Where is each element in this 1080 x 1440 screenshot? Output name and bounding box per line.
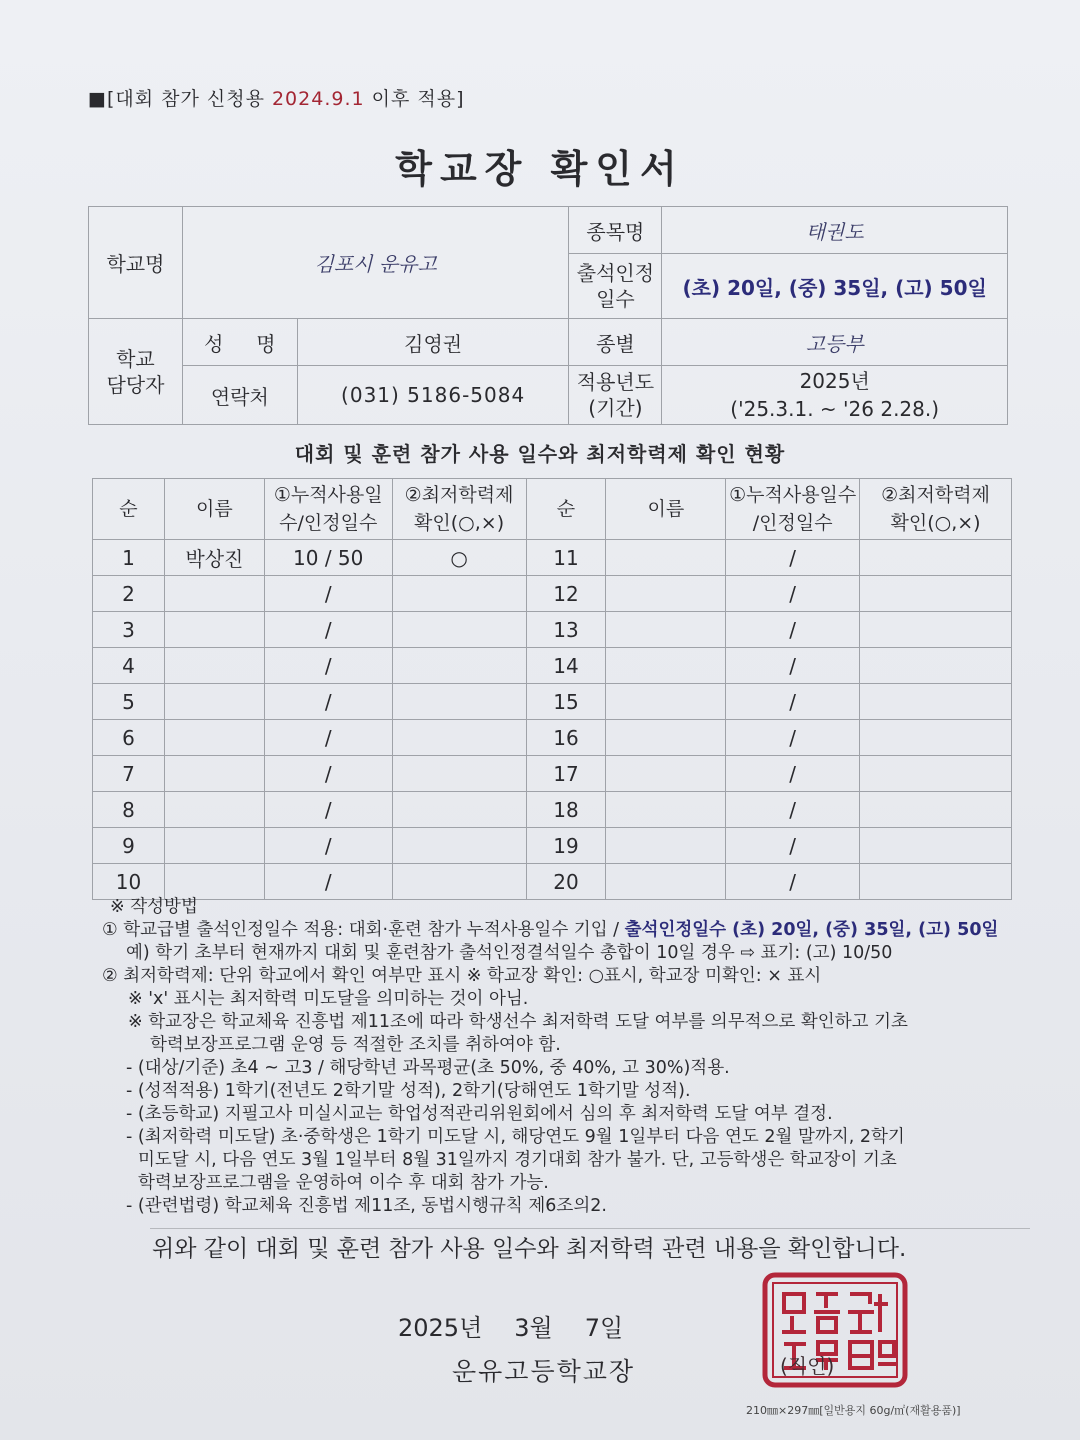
row-name-2 [606,756,726,792]
col-name: 이름 [164,479,264,540]
note-2: ② 최저학력제: 단위 학교에서 확인 여부만 표시 ※ 학교장 확인: ○표시, 학교장 미확인: × 표시 [102,966,822,986]
row-days-2: / [726,684,860,720]
note-2-a: ※ 'x' 표시는 최저학력 미도달을 의미하는 것이 아님. [128,989,529,1009]
name-label: 성 명 [182,319,297,366]
attend-value: (초) 20일, (중) 35일, (고) 50일 [662,254,1008,319]
col-check: ②최저학력제 확인(○,×) [392,479,526,540]
row-no: 10 [93,864,165,900]
instructions [102,896,1042,1218]
row-days-2: / [726,792,860,828]
row-days-2: / [726,720,860,756]
table-row [93,540,1012,576]
row-no-2: 13 [526,612,606,648]
row-name-2 [606,792,726,828]
row-days: / [264,576,392,612]
row-days: / [264,828,392,864]
row-no: 7 [93,756,165,792]
year-label: 적용년도 (기간) [569,366,662,425]
row-days-2: / [726,828,860,864]
row-check [392,648,526,684]
name-value: 김영권 [297,319,569,366]
row-days-2: / [726,648,860,684]
table-row [93,612,1012,648]
row-name-2 [606,864,726,900]
row-check [392,756,526,792]
row-days-2: / [726,864,860,900]
detail-1: - (대상/기준) 초4 ~ 고3 / 해당학년 과목평균(초 50%, 중 40%, 고 30%)적용. [126,1058,730,1078]
note-2-b2: 학력보장프로그램 운영 등 적절한 조치를 취하여야 함. [150,1035,561,1055]
apply-date: 2024.9.1 [271,88,365,110]
table-row [93,792,1012,828]
col-days: ①누적사용일 수/인정일수 [264,479,392,540]
sport-value: 태권도 [662,207,1008,254]
row-no: 5 [93,684,165,720]
date-year: 2025년 [398,1314,483,1342]
issue-date [398,1308,655,1343]
row-name [164,828,264,864]
year-value: 2025년 [799,369,870,393]
row-check [392,792,526,828]
seal-label: (직인) [780,1354,835,1378]
table-header-row [93,479,1012,540]
row-no-2: 17 [526,756,606,792]
note-2-b: ※ 학교장은 학교체육 진흥법 제11조에 따라 학생선수 최저학력 도달 여부를 의무적으로 확인하고 기초 [128,1012,908,1032]
manager-label: 학교 담당자 [89,319,183,425]
row-name [164,864,264,900]
row-check [392,828,526,864]
row-days: / [264,684,392,720]
col-check-2: ②최저학력제 확인(○,×) [860,479,1012,540]
row-name-2 [606,540,726,576]
row-check-2 [860,828,1012,864]
row-check-2 [860,756,1012,792]
row-no-2: 19 [526,828,606,864]
row-name [164,720,264,756]
table-row [93,648,1012,684]
row-no-2: 16 [526,720,606,756]
table-row [93,576,1012,612]
row-days-2: / [726,756,860,792]
principal-name: 운유고등학교장 [452,1357,636,1386]
col-name-2: 이름 [606,479,726,540]
table-row [93,864,1012,900]
section-title: 대회 및 훈련 참가 사용 일수와 최저학력제 확인 현황 [294,442,786,466]
note-1-example: 예) 학기 초부터 현재까지 대회 및 훈련참가 출석인정결석일수 총합이 10일 경우 ⇨ 표기: (고) 10/50 [126,943,893,963]
row-days: / [264,648,392,684]
year-period: ('25.3.1. ~ '26 2.28.) [730,397,940,421]
row-name [164,756,264,792]
row-name [164,792,264,828]
division-value: 고등부 [662,319,1008,366]
row-no-2: 11 [526,540,606,576]
detail-4: - (최저학력 미도달) 초·중학생은 1학기 미도달 시, 해당연도 9월 1일부터 다음 연도 2월 말까지, 2학기 [126,1127,905,1147]
row-check-2 [860,540,1012,576]
row-days: / [264,612,392,648]
attend-label: 출석인정 일수 [569,254,662,319]
participation-table [92,478,1012,900]
row-check-2 [860,684,1012,720]
date-day: 7일 [584,1314,624,1342]
row-no-2: 20 [526,864,606,900]
info-table [88,206,1008,425]
row-name [164,684,264,720]
date-month: 3월 [514,1314,553,1342]
row-no: 9 [93,828,165,864]
document-title: 학교장 확인서 [395,147,685,191]
row-no: 8 [93,792,165,828]
row-check-2 [860,720,1012,756]
row-name-2 [606,720,726,756]
row-check-2 [860,576,1012,612]
row-days-2: / [726,540,860,576]
row-check-2 [860,648,1012,684]
row-no-2: 15 [526,684,606,720]
row-name-2 [606,648,726,684]
row-name [164,612,264,648]
row-check: ○ [392,540,526,576]
row-check [392,684,526,720]
row-name-2 [606,828,726,864]
row-check [392,864,526,900]
contact-value: (031) 5186-5084 [297,366,569,425]
row-check-2 [860,612,1012,648]
row-no-2: 18 [526,792,606,828]
row-name-2 [606,576,726,612]
row-no-2: 12 [526,576,606,612]
row-no-2: 14 [526,648,606,684]
detail-4b: 미도달 시, 다음 연도 3월 1일부터 8월 31일까지 경기대회 참가 불가. 단, 고등학생은 학교장이 기초 [138,1150,897,1170]
row-name [164,648,264,684]
col-no-2: 순 [526,479,606,540]
contact-label: 연락처 [182,366,297,425]
note-1: ① 학교급별 출석인정일수 적용: 대회·훈련 참가 누적사용일수 기입 / 출석인정일수 (초) 20일, (중) 35일, (고) 50일 [102,920,999,940]
school-label: 학교명 [89,207,183,319]
table-row [93,756,1012,792]
row-days: / [264,864,392,900]
row-no: 6 [93,720,165,756]
row-days: / [264,756,392,792]
divider [150,1228,1030,1229]
row-days-2: / [726,612,860,648]
detail-2: - (성적적용) 1학기(전년도 2학기말 성적), 2학기(당해연도 1학기말 성적). [126,1081,691,1101]
row-days: / [264,720,392,756]
row-check [392,612,526,648]
col-no: 순 [93,479,165,540]
note-1-bold: 출석인정일수 (초) 20일, (중) 35일, (고) 50일 [624,920,999,940]
row-no: 4 [93,648,165,684]
row-check-2 [860,864,1012,900]
table-row [93,828,1012,864]
row-no: 1 [93,540,165,576]
sport-label: 종목명 [569,207,662,254]
row-days: / [264,792,392,828]
col-days-2: ①누적사용일수 /인정일수 [726,479,860,540]
row-name [164,576,264,612]
detail-4c: 학력보장프로그램을 운영하여 이수 후 대회 참가 가능. [138,1173,549,1193]
row-check [392,720,526,756]
row-check-2 [860,792,1012,828]
table-row [93,684,1012,720]
confirm-text: 위와 같이 대회 및 훈련 참가 사용 일수와 최저학력 관련 내용을 확인합니다. [152,1236,907,1262]
year-cell [662,366,1008,425]
table-row [93,720,1012,756]
row-days-2: / [726,576,860,612]
paper-spec: 210㎜×297㎜[일반용지 60g/㎡(재활용품)] [746,1404,961,1417]
row-no: 3 [93,612,165,648]
form-header: ■[대회 참가 신청용 2024.9.1 이후 적용] [88,88,465,110]
division-label: 종별 [569,319,662,366]
row-name-2 [606,612,726,648]
row-name-2 [606,684,726,720]
detail-5: - (관련법령) 학교체육 진흥법 제11조, 동법시행규칙 제6조의2. [126,1196,607,1216]
row-no: 2 [93,576,165,612]
row-name: 박상진 [164,540,264,576]
row-check [392,576,526,612]
school-value: 김포시 운유고 [182,207,569,319]
row-days: 10 / 50 [264,540,392,576]
notes-heading: ※ 작성방법 [110,897,198,917]
detail-3: - (초등학교) 지필고사 미실시교는 학업성적관리위원회에서 심의 후 최저학력 도달 여부 결정. [126,1104,833,1124]
